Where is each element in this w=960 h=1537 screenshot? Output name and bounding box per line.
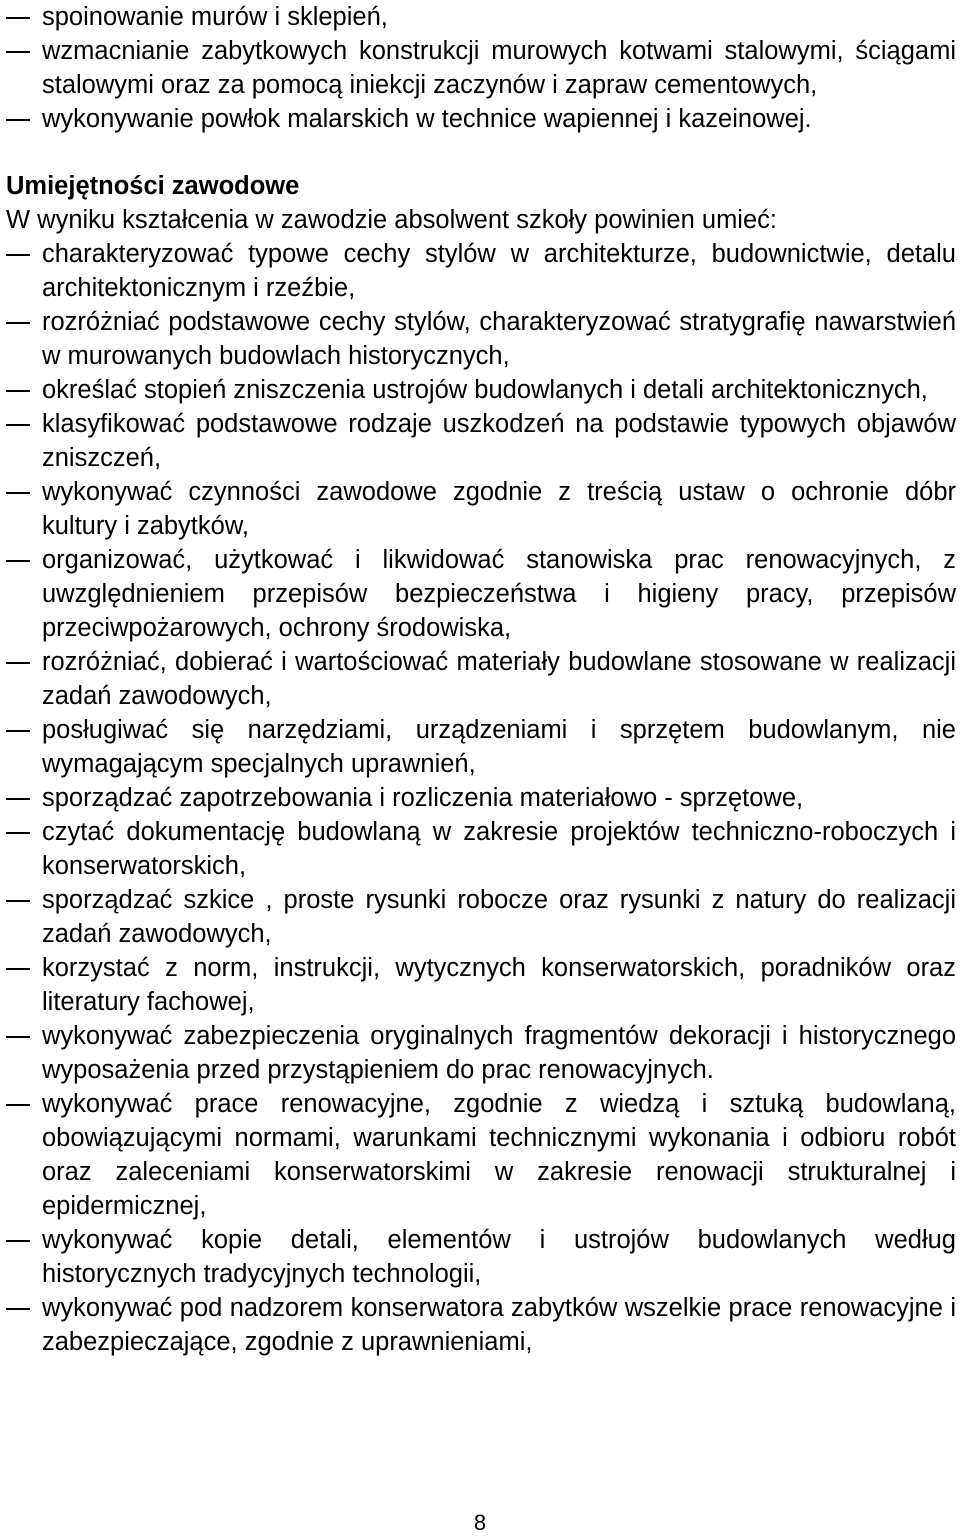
list-item: [6, 713, 956, 781]
list-item: [6, 34, 956, 102]
list-item-text: wykonywać prace renowacyjne, zgodnie z wiedzą i sztuką budowlaną, obowiązującymi normami, warunkami technicznymi wykonania i odbioru robót oraz zaleceniami konserwatorskimi w zakresie renowacji strukturalnej i epidermicznej,: [42, 1090, 956, 1220]
list-item: [6, 475, 956, 543]
list-item: [6, 543, 956, 645]
list-item-text: wykonywać zabezpieczenia oryginalnych fragmentów dekoracji i historycznego wyposażenia przed przystąpieniem do prac renowacyjnych.: [42, 1022, 956, 1084]
list-item-text: wykonywać kopie detali, elementów i ustrojów budowlanych według historycznych tradycyjnych technologii,: [42, 1226, 956, 1288]
list-item: [6, 305, 956, 373]
list-item-text: wykonywanie powłok malarskich w technice wapiennej i kazeinowej.: [42, 105, 812, 133]
skills-list: [6, 237, 956, 1359]
page-number: 8: [473, 1510, 487, 1535]
list-item-text: klasyfikować podstawowe rodzaje uszkodzeń na podstawie typowych objawów zniszczeń,: [42, 410, 956, 472]
list-item-text: wykonywać czynności zawodowe zgodnie z treścią ustaw o ochronie dóbr kultury i zabytków,: [42, 478, 956, 540]
list-item-text: określać stopień zniszczenia ustrojów budowlanych i detali architektonicznych,: [42, 376, 928, 404]
list-item: [6, 1019, 956, 1087]
top-list: [6, 0, 956, 136]
list-item: [6, 1291, 956, 1359]
list-item: [6, 373, 956, 407]
list-item-text: charakteryzować typowe cechy stylów w architekturze, budownictwie, detalu architektonicznym i rzeźbie,: [42, 240, 956, 302]
list-item: [6, 1223, 956, 1291]
section-spacer: [6, 136, 956, 169]
list-item: [6, 645, 956, 713]
list-item: [6, 237, 956, 305]
list-item-text: wzmacnianie zabytkowych konstrukcji murowych kotwami stalowymi, ściągami stalowymi oraz za pomocą iniekcji zaczynów i zapraw cementowych,: [42, 37, 956, 99]
list-item-text: sporządzać szkice , proste rysunki robocze oraz rysunki z natury do realizacji zadań zawodowych,: [42, 886, 956, 948]
section-intro: W wyniku kształcenia w zawodzie absolwent szkoły powinien umieć:: [6, 206, 777, 234]
list-item-text: posługiwać się narzędziami, urządzeniami i sprzętem budowlanym, nie wymagającym specjalnych uprawnień,: [42, 716, 956, 778]
list-item: [6, 102, 956, 136]
list-item-text: rozróżniać podstawowe cechy stylów, charakteryzować stratygrafię nawarstwień w murowanych budowlach historycznych,: [42, 308, 956, 370]
document-content: [6, 0, 956, 1359]
list-item-text: rozróżniać, dobierać i wartościować materiały budowlane stosowane w realizacji zadań zawodowych,: [42, 648, 956, 710]
list-item-text: czytać dokumentację budowlaną w zakresie projektów techniczno-roboczych i konserwatorskich,: [42, 818, 956, 880]
list-item-text: organizować, użytkować i likwidować stanowiska prac renowacyjnych, z uwzględnieniem przepisów bezpieczeństwa i higieny pracy, przepisów przeciwpożarowych, ochrony środowiska,: [42, 546, 956, 642]
list-item: [6, 1087, 956, 1223]
list-item: [6, 951, 956, 1019]
list-item: [6, 407, 956, 475]
list-item: [6, 815, 956, 883]
list-item: [6, 883, 956, 951]
list-item-text: wykonywać pod nadzorem konserwatora zabytków wszelkie prace renowacyjne i zabezpieczające, zgodnie z uprawnieniami,: [42, 1294, 956, 1356]
list-item: [6, 781, 956, 815]
list-item-text: sporządzać zapotrzebowania i rozliczenia materiałowo - sprzętowe,: [42, 784, 804, 812]
list-item: [6, 0, 956, 34]
list-item-text: spoinowanie murów i sklepień,: [42, 3, 388, 31]
section-heading: Umiejętności zawodowe: [6, 172, 300, 200]
list-item-text: korzystać z norm, instrukcji, wytycznych konserwatorskich, poradników oraz literatury fachowej,: [42, 954, 956, 1016]
